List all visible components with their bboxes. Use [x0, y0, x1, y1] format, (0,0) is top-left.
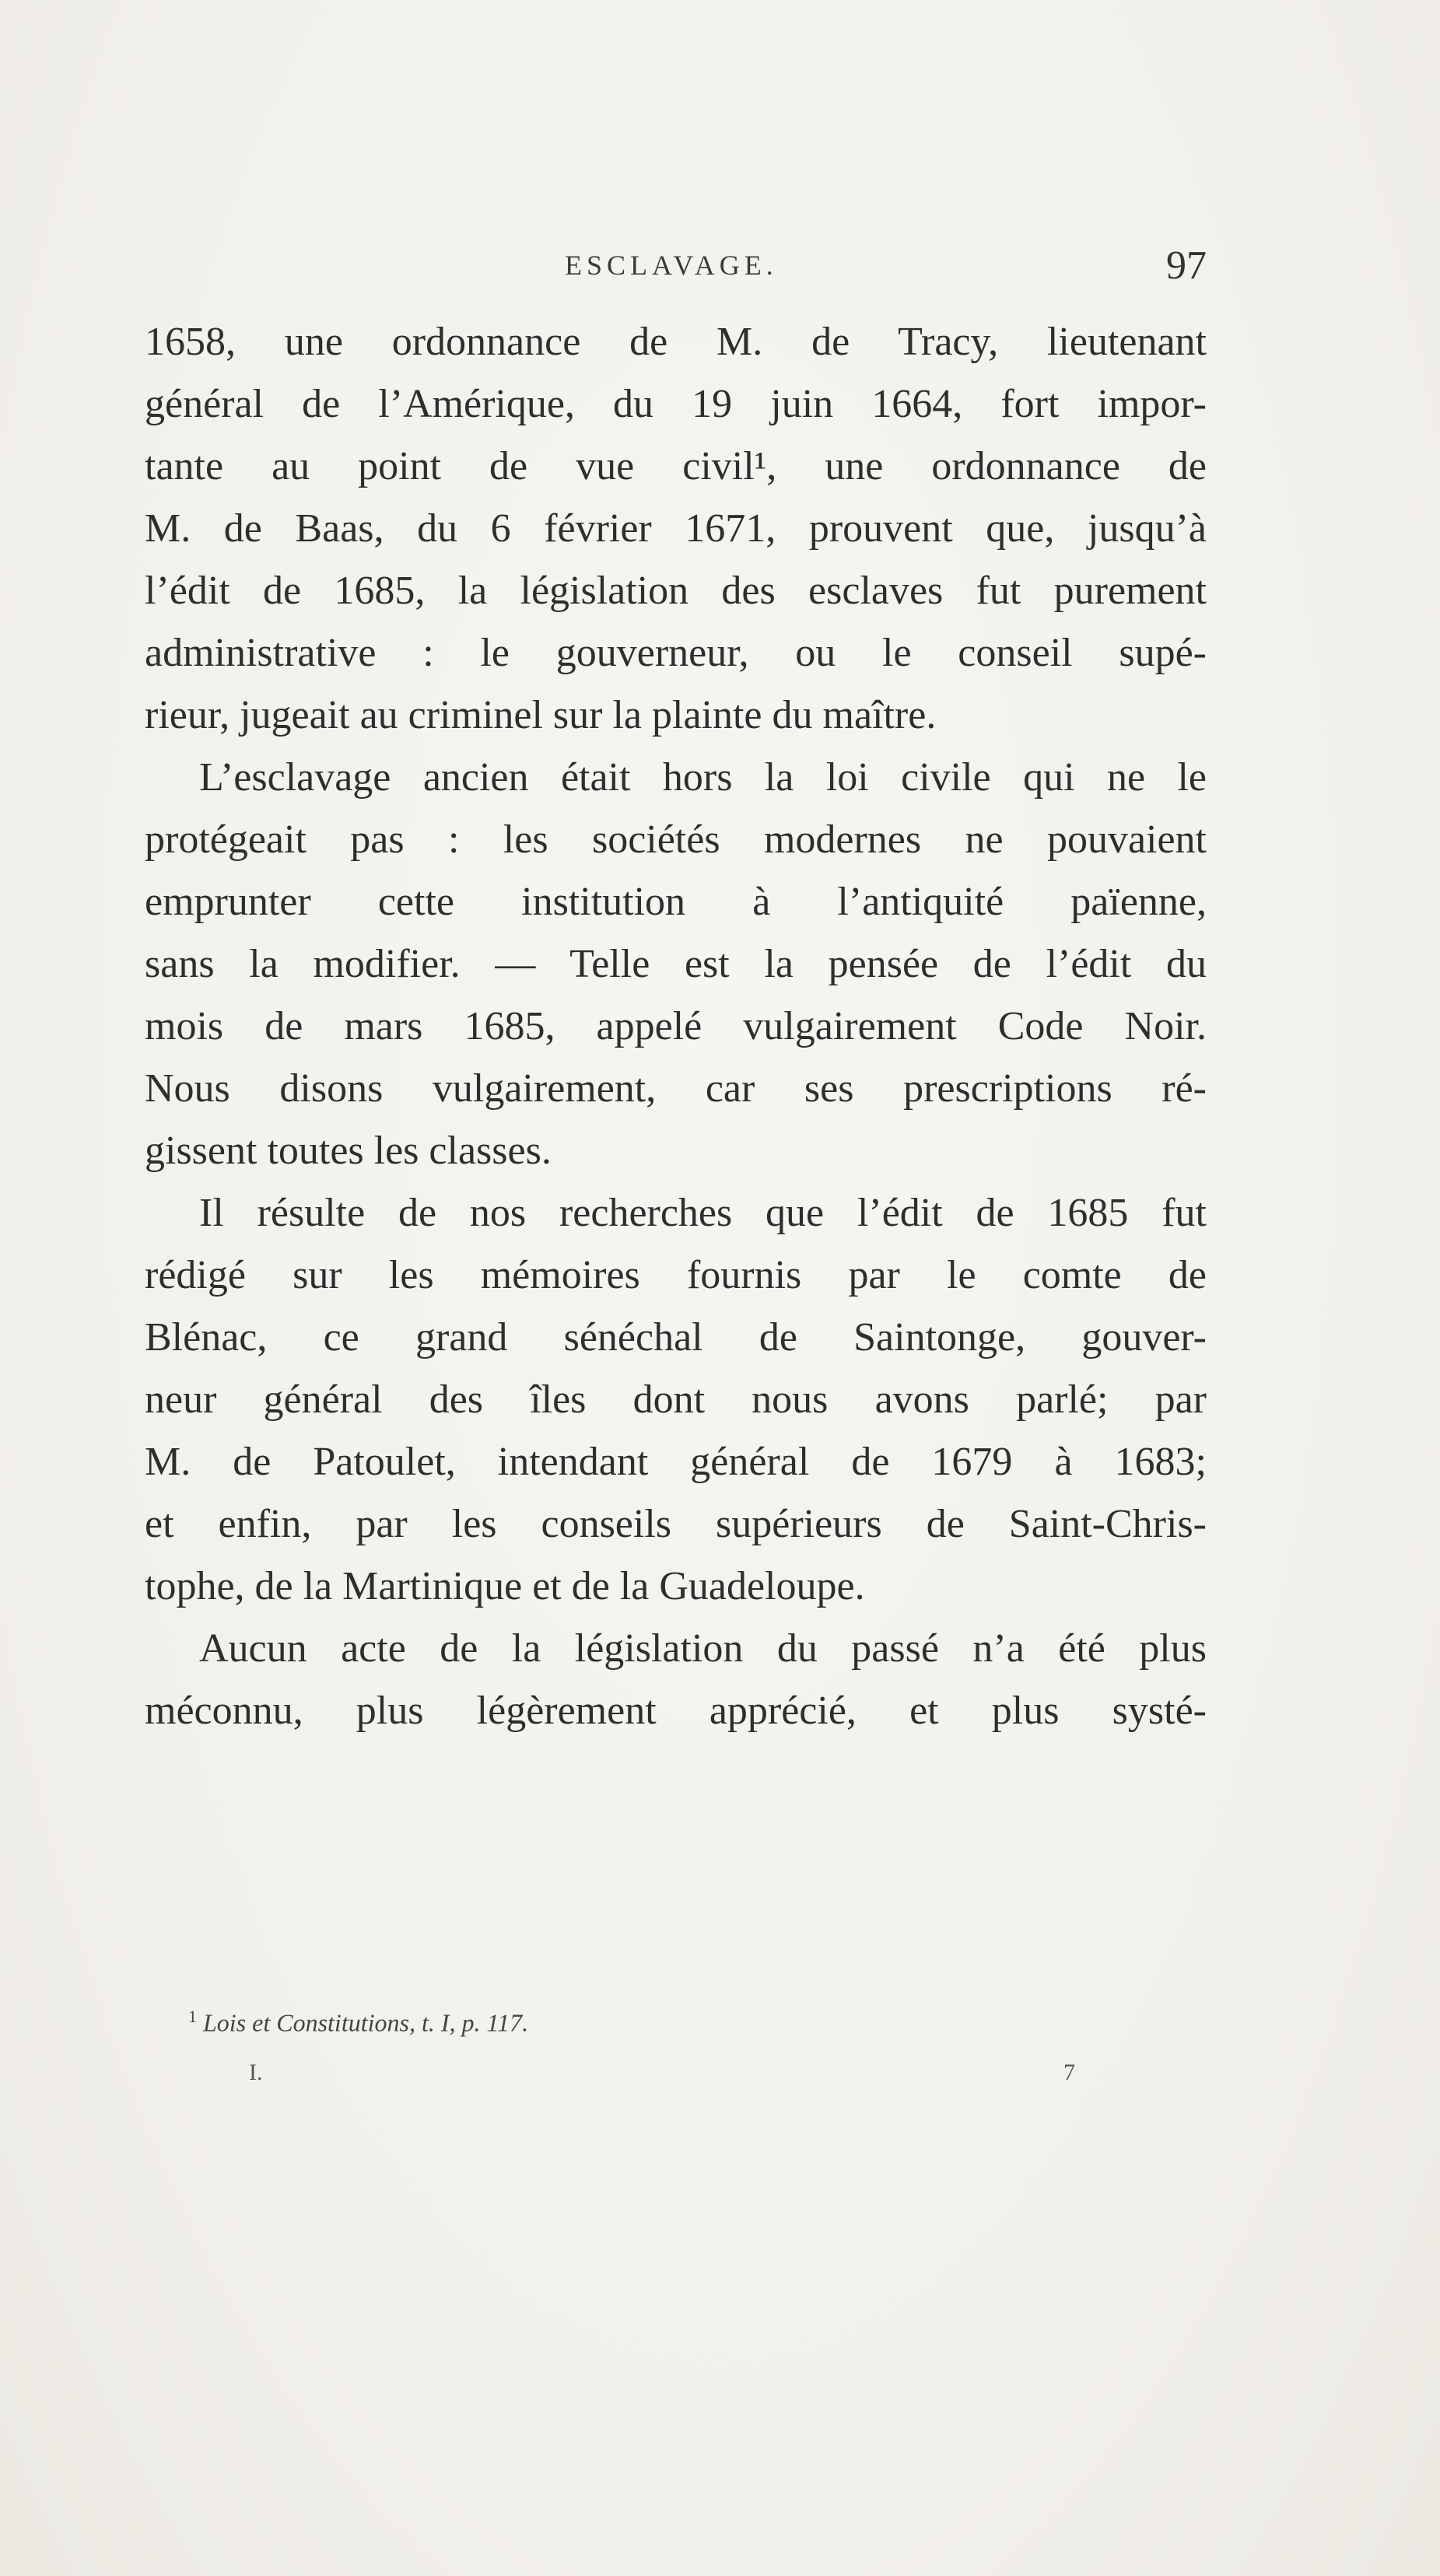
text-line: neur général des îles dont nous avons parlé; par [145, 1377, 1207, 1422]
text-line: Aucun acte de la législation du passé n’a été plus [199, 1626, 1207, 1671]
text-line: Il résulte de nos recherches que l’édit de 1685 fut [199, 1191, 1207, 1235]
footnote-text: Lois et Constitutions, t. I, p. 117. [203, 2008, 529, 2037]
text-line: mois de mars 1685, appelé vulgairement Code Noir. [145, 1004, 1207, 1048]
text-line: Blénac, ce grand sénéchal de Saintonge, gouver- [145, 1315, 1207, 1360]
text-line: administrative : le gouverneur, ou le conseil supé- [145, 631, 1207, 675]
text-line: rieur, jugeait au criminel sur la plainte du maître. [145, 693, 937, 737]
text-line: et enfin, par les conseils supérieurs de Saint-Chris- [145, 1502, 1207, 1546]
text-line: tante au point de vue civil¹, une ordonnance de [145, 444, 1207, 488]
text-line: Nous disons vulgairement, car ses prescriptions ré- [145, 1066, 1207, 1111]
text-line: général de l’Amérique, du 19 juin 1664, fort impor- [145, 382, 1207, 426]
signature-gathering: 7 [1063, 2060, 1075, 2085]
footnote-mark: 1 [188, 2007, 197, 2026]
text-line: sans la modifier. — Telle est la pensée de l’édit du [145, 942, 1207, 986]
text-line: méconnu, plus légèrement apprécié, et plus systé- [145, 1689, 1207, 1733]
text-line: l’édit de 1685, la législation des esclaves fut purement [145, 569, 1207, 613]
running-title: ESCLAVAGE. [565, 250, 778, 281]
signature-volume: I. [249, 2060, 263, 2085]
text-line: 1658, une ordonnance de M. de Tracy, lieutenant [145, 320, 1207, 364]
printer-signature [188, 2060, 1075, 2094]
text-line: gissent toutes les classes. [145, 1129, 552, 1173]
footnote [188, 2007, 528, 2038]
text-line: emprunter cette institution à l’antiquité païenne, [145, 880, 1207, 924]
text-line: tophe, de la Martinique et de la Guadeloupe. [145, 1564, 865, 1608]
text-line: rédigé sur les mémoires fournis par le comte de [145, 1253, 1207, 1297]
text-line: L’esclavage ancien était hors la loi civile qui ne le [199, 755, 1207, 800]
text-line: M. de Patoulet, intendant général de 1679 à 1683; [145, 1440, 1207, 1484]
page-number: 97 [1166, 243, 1207, 288]
page-header [145, 243, 1207, 289]
text-line: protégeait pas : les sociétés modernes ne pouvaient [145, 817, 1207, 862]
text-line: M. de Baas, du 6 février 1671, prouvent que, jusqu’à [145, 506, 1207, 551]
